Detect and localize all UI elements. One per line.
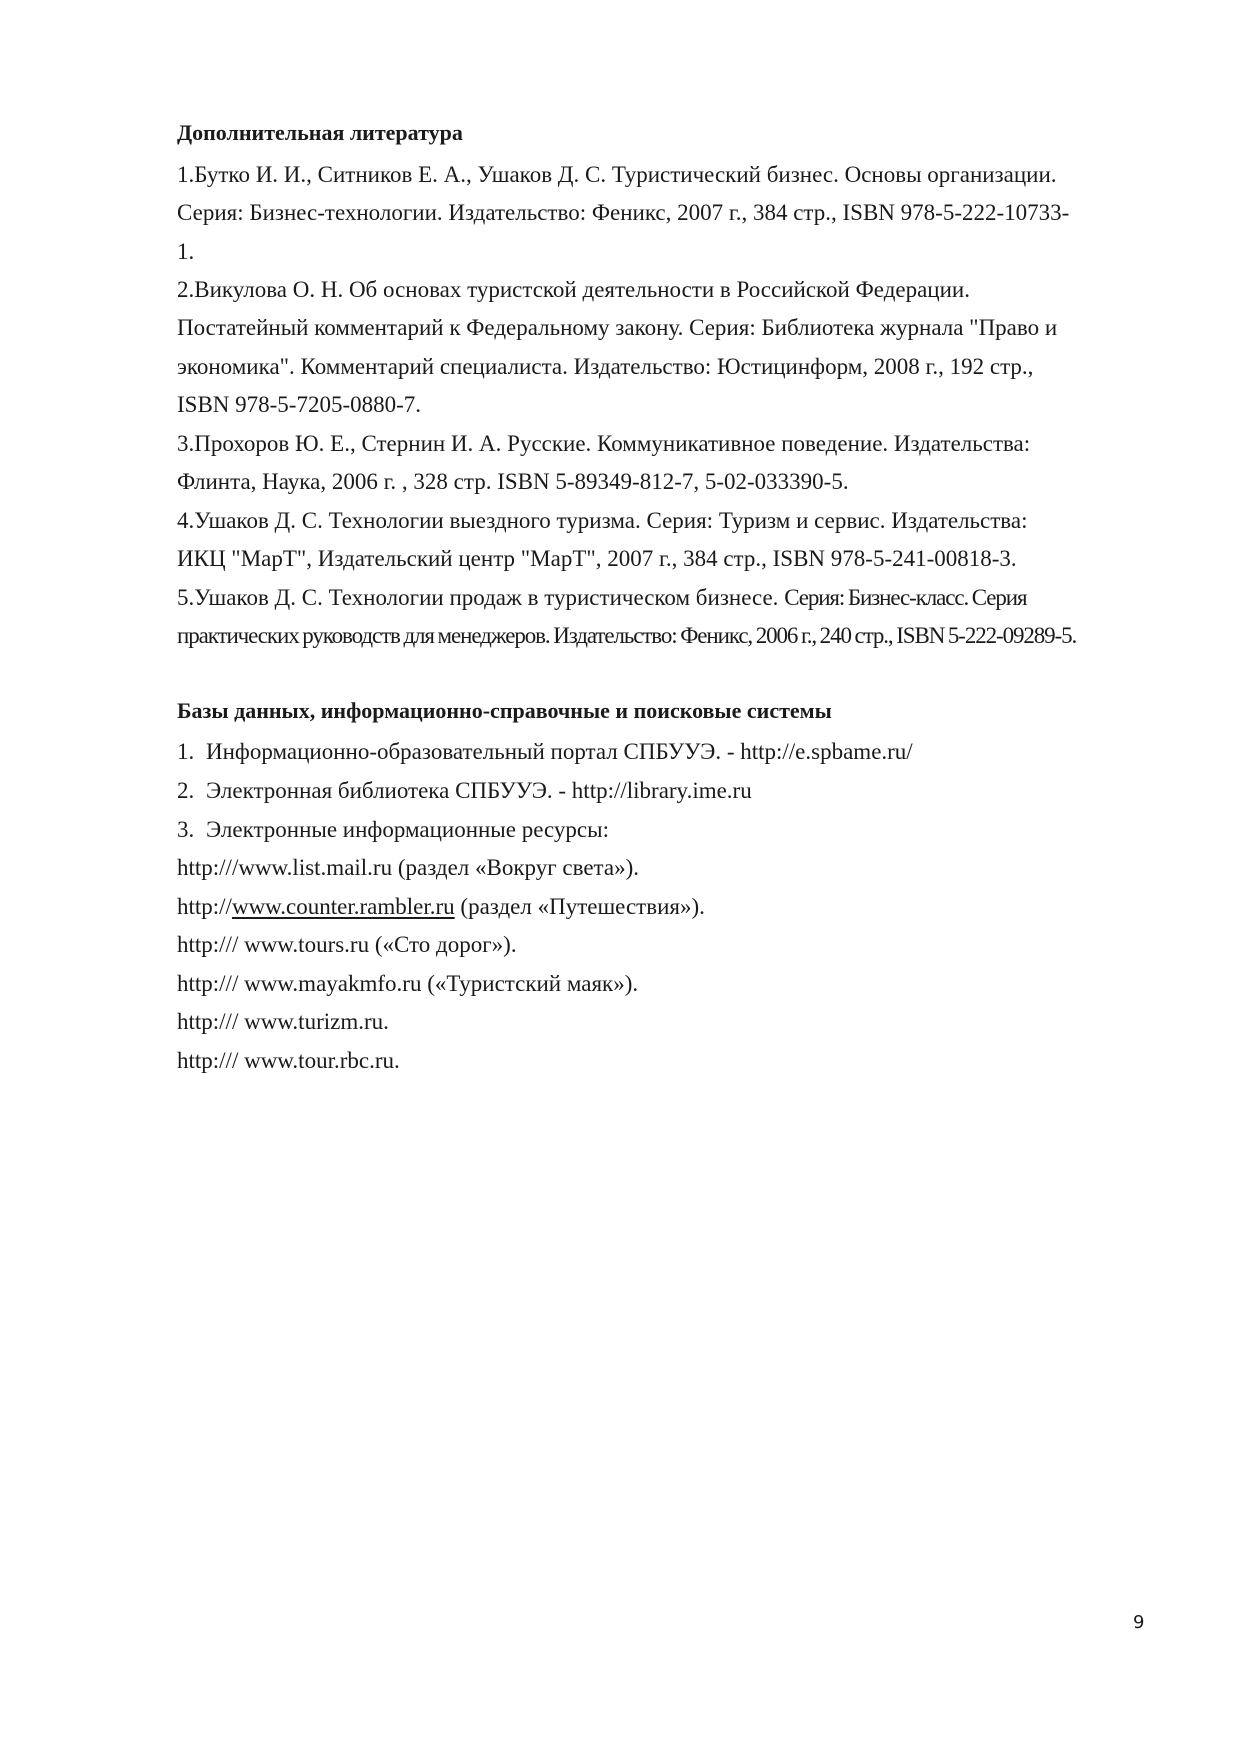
resource-suffix: (раздел «Путешествия»).	[454, 894, 705, 919]
resource-line: http:///www.list.mail.ru (раздел «Вокруг света»).	[177, 855, 639, 880]
literature-line: 3.Прохоров Ю. Е., Стернин И. А. Русские. Коммуникативное поведение. Издательства:	[177, 431, 1031, 456]
page-number: 9	[1133, 1612, 1145, 1633]
literature-line: Серия: Бизнес-технологии. Издательство: Феникс, 2007 г., 384 стр., ISBN 978-5-222-10733-	[177, 200, 1070, 225]
literature-item-5-details: практических руководств для менеджеров. Издательство: Феникс, 2006 г., 240 стр., ISBN 5-222-09289-5.	[177, 623, 1077, 648]
literature-line: 1.	[177, 239, 195, 264]
database-item-number: 2.	[177, 778, 195, 803]
database-item	[177, 815, 609, 845]
literature-item-5-series: Серия: Бизнес-класс. Серия	[784, 585, 1027, 610]
literature-item-5	[177, 583, 1027, 613]
resource-line: http:/// www.mayakmfo.ru («Туристский маяк»).	[177, 971, 639, 996]
literature-line: 4.Ушаков Д. С. Технологии выездного туризма. Серия: Туризм и сервис. Издательства:	[177, 508, 1028, 533]
database-item	[177, 737, 913, 767]
literature-line: Флинта, Наука, 2006 г. , 328 стр. ISBN 5-89349-812-7, 5-02-033390-5.	[177, 469, 849, 494]
resource-line	[177, 892, 705, 922]
literature-line: ИКЦ "МарТ", Издательский центр "МарТ", 2007 г., 384 стр., ISBN 978-5-241-00818-3.	[177, 546, 1017, 571]
database-item-number: 3.	[177, 817, 195, 842]
literature-line: ISBN 978-5-7205-0880-7.	[177, 392, 422, 417]
resource-line: http:/// www.tour.rbc.ru.	[177, 1048, 400, 1073]
database-item-text: Электронные информационные ресурсы:	[206, 817, 609, 842]
literature-line: Постатейный комментарий к Федеральному закону. Серия: Библиотека журнала "Право и	[177, 315, 1058, 340]
rambler-link[interactable]: www.counter.rambler.ru	[231, 894, 455, 919]
resource-line: http:/// www.tours.ru («Сто дорог»).	[177, 932, 517, 957]
literature-line: 2.Викулова О. Н. Об основах туристской деятельности в Российской Федерации.	[177, 277, 970, 302]
literature-line: экономика". Комментарий специалиста. Издательство: Юстицинформ, 2008 г., 192 стр.,	[177, 354, 1034, 379]
databases-heading: Базы данных, информационно-справочные и поисковые системы	[177, 698, 832, 723]
resource-line: http:/// www.turizm.ru.	[177, 1009, 389, 1034]
resource-prefix: http://	[177, 894, 232, 919]
database-item-number: 1.	[177, 739, 195, 764]
literature-item-5-title: 5.Ушаков Д. С. Технологии продаж в туристическом бизнесе.	[177, 585, 785, 610]
database-item-text: Электронная библиотека СПБУУЭ. - http://library.ime.ru	[206, 778, 752, 803]
database-item-text: Информационно-образовательный портал СПБУУЭ. - http://e.spbame.ru/	[206, 739, 913, 764]
literature-line: 1.Бутко И. И., Ситников Е. А., Ушаков Д. С. Туристический бизнес. Основы организации.	[177, 162, 1057, 187]
database-item	[177, 776, 752, 806]
additional-literature-heading: Дополнительная литература	[177, 120, 463, 145]
